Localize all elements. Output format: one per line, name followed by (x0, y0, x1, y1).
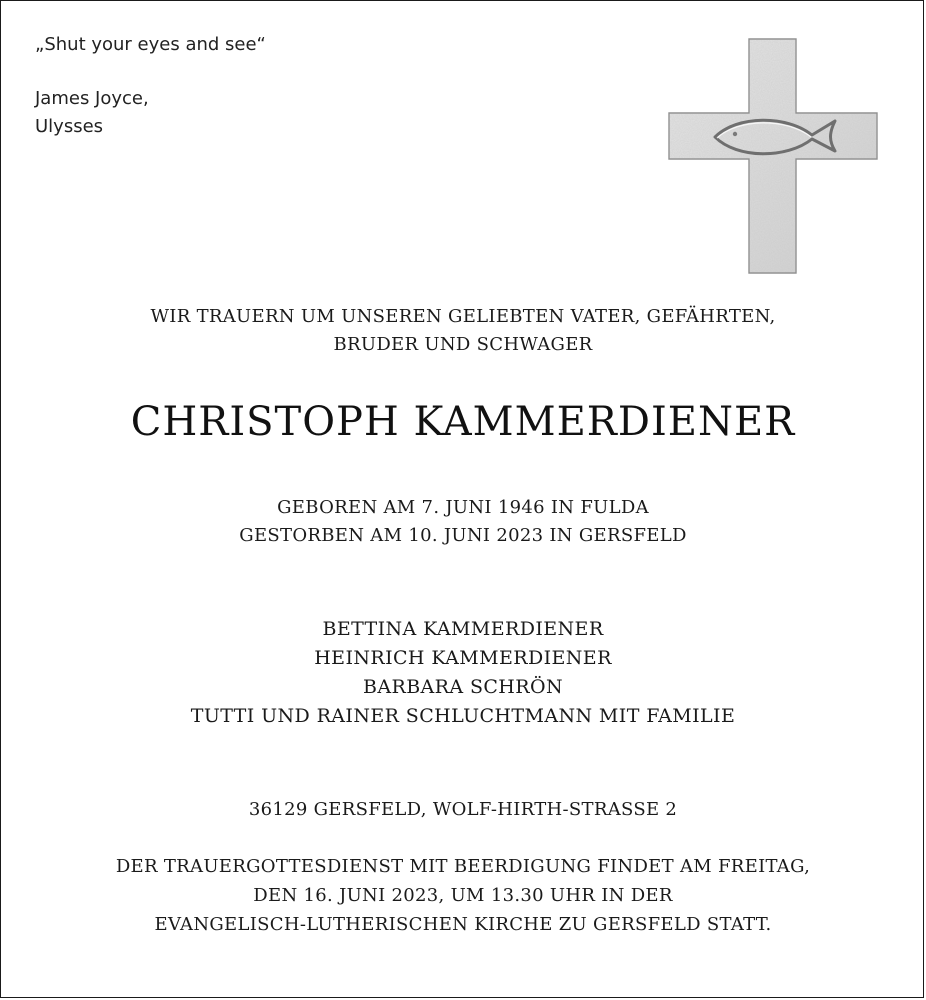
intro-line-2: BRUDER UND SCHWAGER (333, 334, 593, 355)
birth-line: GEBOREN AM 7. JUNI 1946 IN FULDA (277, 497, 649, 518)
service-line-3: EVANGELISCH-LUTHERISCHEN KIRCHE ZU GERSFELD STATT. (154, 914, 772, 935)
cross-icon (667, 37, 879, 275)
address: 36129 GERSFELD, WOLF-HIRTH-STRASSE 2 (248, 799, 678, 820)
epigraph (35, 31, 266, 141)
deceased-name: CHRISTOPH KAMMERDIENER (130, 399, 796, 445)
mourner-4: TUTTI UND RAINER SCHLUCHTMANN MIT FAMILIE (190, 705, 736, 727)
intro-line-1: WIR TRAUERN UM UNSEREN GELIEBTEN VATER, GEFÄHRTEN, (150, 306, 776, 327)
service-line-1: DER TRAUERGOTTESDIENST MIT BEERDIGUNG FINDET AM FREITAG, (115, 856, 811, 877)
death-line: GESTORBEN AM 10. JUNI 2023 IN GERSFELD (239, 525, 687, 546)
quote-text: „Shut your eyes and see“ (35, 34, 266, 55)
quote-author: James Joyce, (35, 88, 149, 109)
mourner-1: BETTINA KAMMERDIENER (322, 618, 604, 640)
service-line-2: DEN 16. JUNI 2023, UM 13.30 UHR IN DER (253, 885, 673, 906)
mourner-3: BARBARA SCHRÖN (363, 676, 563, 698)
mourner-2: HEINRICH KAMMERDIENER (314, 647, 612, 669)
quote-work: Ulysses (35, 116, 104, 137)
